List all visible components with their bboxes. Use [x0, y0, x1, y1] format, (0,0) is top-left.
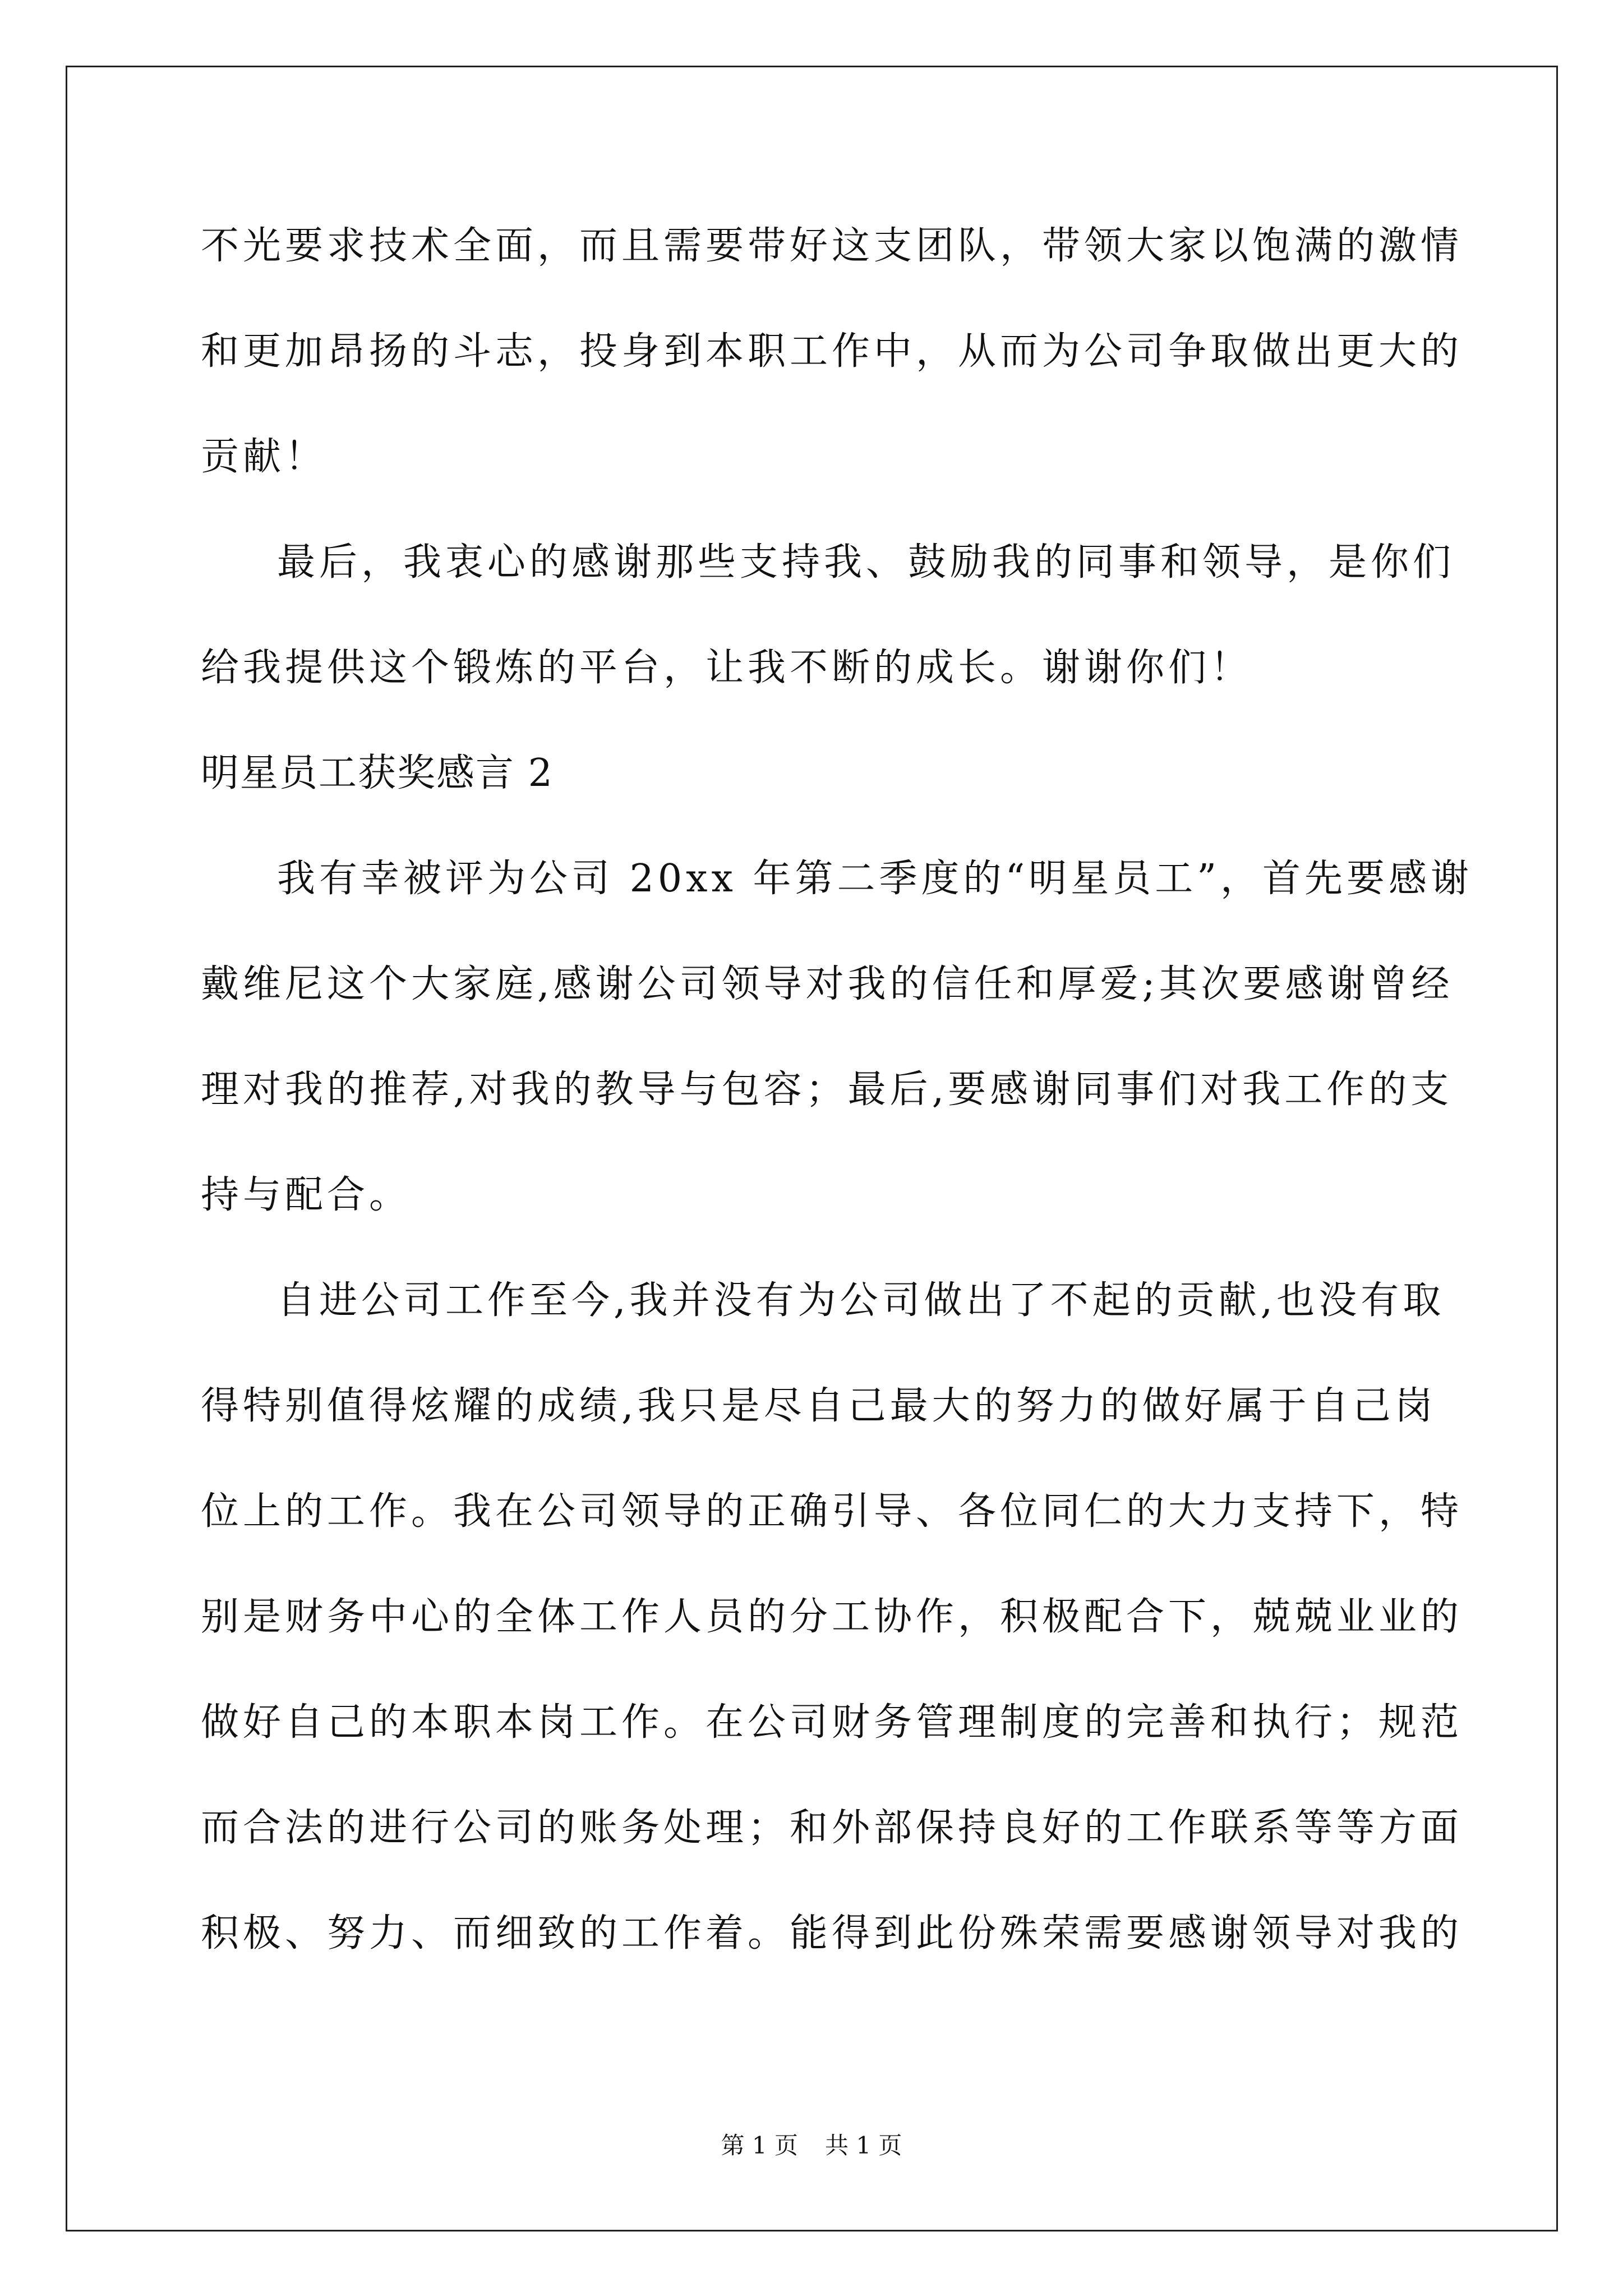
text-line: 得特别值得炫耀的成绩,我只是尽自己最大的努力的做好属于自己岗 [201, 1384, 1437, 1428]
text-line: 做好自己的本职本岗工作。在公司财务管理制度的完善和执行；规范 [201, 1700, 1463, 1745]
document-body [201, 194, 1473, 1986]
text-line: 贡献！ [201, 435, 328, 479]
text-line: 不光要求技术全面，而且需要带好这支团队，带领大家以饱满的激情 [201, 224, 1463, 268]
text-line: 而合法的进行公司的账务处理；和外部保持良好的工作联系等等方面 [201, 1806, 1463, 1850]
text-line: 积极、努力、而细致的工作着。能得到此份殊荣需要感谢领导对我的 [201, 1911, 1463, 1955]
section-heading: 明星员工获奖感言 2 [201, 751, 554, 795]
paragraph-first-line: 自进公司工作至今,我并没有为公司做出了不起的贡献,也没有取 [277, 1278, 1445, 1323]
page-number: 第 1 页 [721, 2132, 798, 2159]
text-line: 理对我的推荐,对我的教导与包容；最后,要感谢同事们对我工作的支 [201, 1068, 1453, 1112]
text-line: 持与配合。 [201, 1173, 412, 1217]
text-line: 位上的工作。我在公司领导的正确引导、各位同仁的大力支持下，特 [201, 1489, 1463, 1534]
paragraph-first-line: 我有幸被评为公司 20xx 年第二季度的“明星员工”，首先要感谢 [277, 857, 1473, 901]
text-line: 给我提供这个锻炼的平台，让我不断的成长。谢谢你们！ [201, 646, 1253, 690]
text-line: 戴维尼这个大家庭,感谢公司领导对我的信任和厚爱;其次要感谢曾经 [201, 962, 1454, 1006]
text-line: 和更加昂扬的斗志，投身到本职工作中，从而为公司争取做出更大的 [201, 329, 1463, 374]
paragraph-first-line: 最后，我衷心的感谢那些支持我、鼓励我的同事和领导，是你们 [277, 540, 1455, 585]
text-line: 别是财务中心的全体工作人员的分工协作，积极配合下，兢兢业业的 [201, 1595, 1463, 1639]
page-total: 共 1 页 [825, 2132, 902, 2159]
page-footer [0, 2129, 1623, 2162]
